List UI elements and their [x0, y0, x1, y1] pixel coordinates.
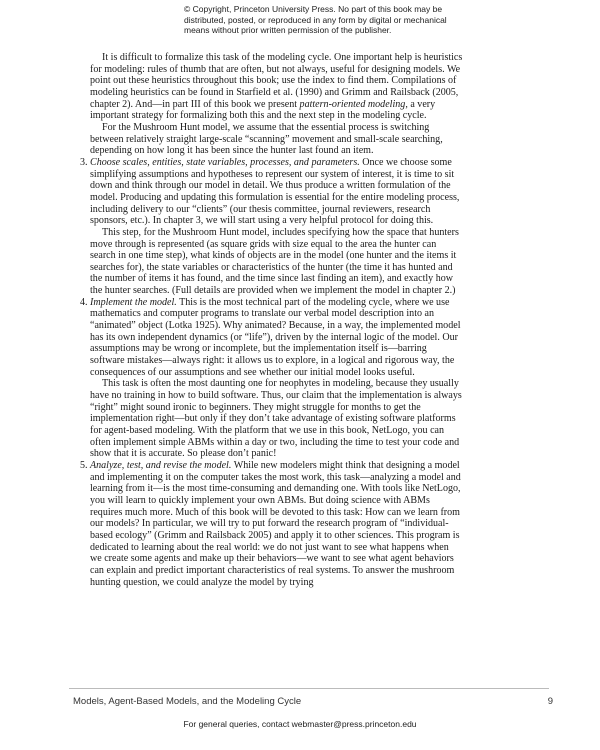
body-text [80, 52, 463, 588]
paragraph-mushroom-hunt: For the Mushroom Hunt model, we assume that the essential process is switching between relatively straight large-scale “scanning” movement and small-scale searching, depending on how long it has been since the hunter last found an item. [90, 121, 443, 157]
list-item-body: Once we choose some simplifying assumptions and hypotheses to represent our system of interest, it is time to sit down and think through our model in detail. We thus produce a written formulation of the model. Producing and updating this formulation is essential for the entire modeling process, including delivery to our “clients” (our thesis committee, journal reviewers, research sponsors, etc.). In chapter 3, we will start using a very helpful protocol for doing this. [90, 156, 460, 227]
list-item-body: This is the most technical part of the modeling cycle, where we use mathematics and computer programs to translate our verbal model description into an “animated” object (Lotka 1925). Why animated? Because, in a way, the implemented model has its own independent dynamics (or “life”), driven by the internal logic of the model. Our assumptions may be wrong or incomplete, but the implementation itself is—barring software mistakes—always right: it allows us to explore, in a logical and rigorous way, the consequences of our assumptions and see whether our initial model looks useful. [90, 296, 461, 378]
emphasis-term: pattern-oriented modeling [299, 98, 406, 110]
list-number: 4. [80, 296, 88, 308]
copyright-notice: © Copyright, Princeton University Press. No part of this book may be distributed, posted, or reproduced in any form by digital or mechanical means without prior written permission of the publisher. [184, 4, 447, 35]
footer-divider [69, 688, 549, 689]
page-number: 9 [547, 696, 553, 707]
list-item-paragraph: This task is often the most daunting one for neophytes in modeling, because they usually have no training in how to build software. Thus, our claim that the implementation is always “right” might sound ironic to beginners. They might struggle for months to get the implementation right—but only if they don’t take advantage of existing software platforms for agent-based modeling. With the platform that we use in this book, NetLogo, you can often implement simple ABMs within a day or two, including the time to test your code and show that it is accurate. So please don’t panic! [90, 378, 462, 460]
paragraph-text: , a very important strategy for formalizing both this and the next step in the modeling cycle. [90, 98, 436, 122]
list-item-title: Choose scales, entities, state variables, processes, and parameters. [90, 156, 360, 168]
list-item-4 [80, 296, 463, 460]
list-item-title: Implement the model. [90, 296, 177, 308]
list-item-paragraph: This step, for the Mushroom Hunt model, includes specifying how the space that hunters move through is represented (as square grids with size equal to the area the hunter can search in one time step), what kinds of objects are in the model (one hunter and the items it searches for), the state variables or characteristics of the hunter (the time it has hunted and the number of items it has found, and the time since last finding an item), and exactly how the hunter searches. (Full details are provided when we implement the model in chapter 2.) [90, 226, 459, 297]
paragraph-formalize [90, 52, 463, 122]
paragraph-text: It is difficult to formalize this task of the modeling cycle. One important help is heuristics for modeling: rules of thumb that are often, but not always, useful for designing models. We point out these heuristics throughout this book; use the index to find them. Compilations of modeling heuristics can be found in Starfield et al. (1990) and Grimm and Railsback (2005, chapter 2). And—in part III of this book we present [90, 52, 463, 110]
list-number: 5. [80, 459, 88, 471]
list-number: 3. [80, 156, 88, 168]
list-item-title: Analyze, test, and revise the model. [90, 459, 232, 471]
list-item-3 [80, 156, 463, 297]
list-item-text [90, 157, 463, 227]
list-item-text [90, 460, 463, 588]
contact-notice: For general queries, contact webmaster@press.princeton.edu [183, 719, 417, 729]
list-item-body: While new modelers might think that designing a model and implementing it on the computer takes the most work, this task—analyzing a model and learning from it—is the most time-consuming and demanding one. With tools like NetLogo, you will learn to quickly implement your own ABMs. But doing science with ABMs requires much more. Much of this book will be devoted to this task: How can we learn from our models? In particular, we will try to put forward the research program of “individual-based ecology” (Grimm and Railsback 2005) and apply it to other sciences. This program is dedicated to learning about the real world: we do not just want to see what happens when we create some agents and make up their behaviors—we want to see what agent behaviors can explain and predict important characteristics of real systems. To answer the mushroom hunting question, we could analyze the model by trying [90, 459, 461, 588]
list-item-text [90, 297, 463, 379]
list-item-5 [80, 459, 463, 588]
running-title: Models, Agent-Based Models, and the Modeling Cycle [73, 696, 302, 707]
